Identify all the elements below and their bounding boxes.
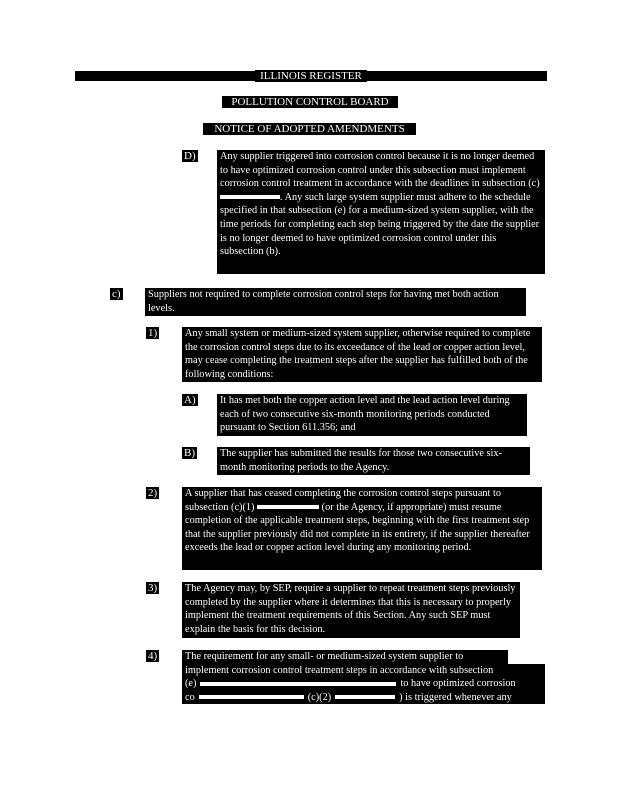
item-c1-label: 1) [148,327,158,339]
item-D-text-b: . Any such large system supplier must adhere to the schedule specified in that subsection (e) for a medium-sized system supplier, with the time periods for completing each step being triggered by the date the supplier is no longer deemed to have optimized corrosion control under this subsection (b). [220,191,540,258]
redaction-mark [200,682,396,686]
item-c1B-label: B) [184,447,195,459]
redaction-mark [199,695,304,699]
item-D-text [217,150,545,274]
item-c4-fragment: ) is triggered whenever any [399,691,512,703]
item-c4-line: implement corrosion control treatment steps in accordance with subsection [182,664,545,678]
item-c4-line [182,677,545,691]
item-c4-line [182,691,545,705]
redaction-mark [220,195,280,199]
item-c3-label: 3) [148,582,158,594]
register-title: ILLINOIS REGISTER [255,70,367,82]
item-D-text-a: Any supplier triggered into corrosion control because it is no longer deemed to have optimized corrosion control under this subsection must implement corrosion control treatment in accordance with the deadlines in subsection (c) [220,151,540,190]
item-c4-fragment: co [185,691,195,703]
board-title: POLLUTION CONTROL BOARD [222,96,398,108]
item-c4-line: The requirement for any small- or medium-sized system supplier to [182,650,508,664]
item-c-text: Suppliers not required to complete corrosion control steps for having met both action levels. [145,288,526,316]
item-c2-text [182,487,542,570]
item-c4-fragment: (c)(2) [307,691,332,703]
item-c1-text: Any small system or medium-sized system supplier, otherwise required to complete the corrosion control steps due to its exceedance of the lead or copper action level, may cease completing the treatment steps after the supplier has fulfilled both of the following conditions: [182,327,542,382]
notice-title: NOTICE OF ADOPTED AMENDMENTS [203,123,416,135]
redaction-mark [335,695,395,699]
item-c2-label: 2) [148,487,158,499]
item-c2-text-b: (or the Agency, if appropriate) must resume completion of the applicable treatment steps, beginning with the first treatment step that the supplier previously did not complete in its entirety, if the supplier thereafter exceeds the lead or copper action level during any monitoring period. [185,501,530,554]
item-c-label: c) [112,288,121,300]
item-c4-label: 4) [148,650,158,662]
item-D-label: D) [184,150,196,162]
item-c2-text-a: A supplier that has ceased completing the corrosion control steps pursuant to subsection (c)(1) [185,488,501,513]
item-c1A-label: A) [184,394,196,406]
item-c4-text [182,650,545,706]
item-c1A-text: It has met both the copper action level and the lead action level during each of two consecutive six-month monitoring periods conducted pursuant to Section 611.356; and [217,394,527,436]
item-c1B-text: The supplier has submitted the results for those two consecutive six-month monitoring periods to the Agency. [217,447,530,475]
item-c3-text: The Agency may, by SEP, require a supplier to repeat treatment steps previously completed by the supplier where it determines that this is necessary to properly implement the treatment requirements of this Section. Any such SEP must explain the basis for this decision. [182,582,520,638]
redaction-mark [257,505,319,509]
item-c4-fragment: (e) [185,678,197,690]
item-c4-fragment: to have optimized corrosion [400,678,516,690]
